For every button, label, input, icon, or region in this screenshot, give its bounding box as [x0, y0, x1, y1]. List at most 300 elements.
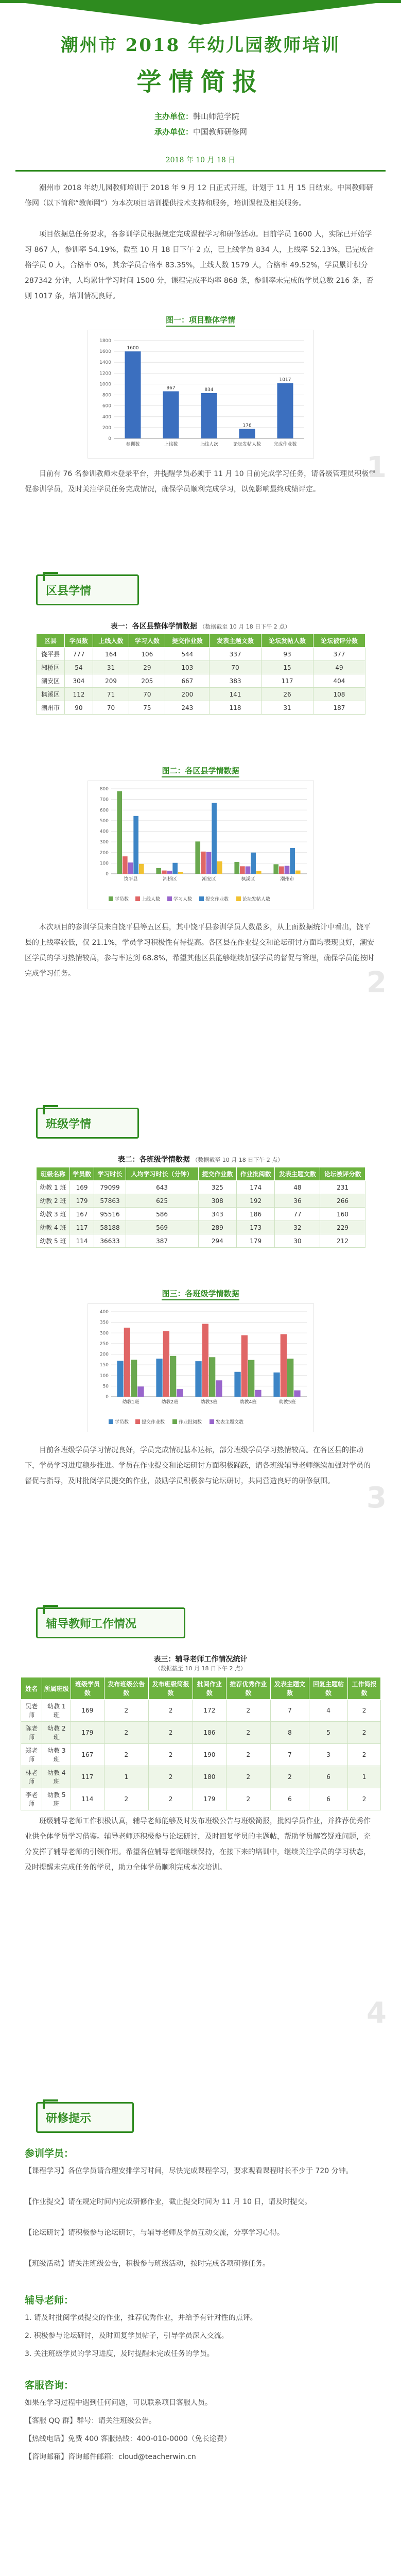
table-cell: 160: [320, 1208, 365, 1221]
table-cell: 幼教 2 班: [42, 1722, 71, 1744]
bar: [178, 872, 183, 874]
table-cell: 169: [71, 1700, 104, 1722]
table-cell: 586: [126, 1208, 198, 1221]
table-row: [21, 1766, 381, 1788]
header-rule: [15, 170, 386, 172]
table-cell: 70: [93, 701, 129, 715]
x-tick-label: 饶平县: [124, 877, 138, 882]
table-header-cell: 提交作业数: [198, 1167, 236, 1181]
bar: [177, 1389, 183, 1397]
table-cell: 71: [93, 688, 129, 701]
table-cell: 625: [126, 1194, 198, 1208]
y-tick-label: 200: [99, 850, 109, 856]
legend-label: 提交作业数: [205, 897, 229, 902]
table-cell: 2: [226, 1766, 270, 1788]
table-cell: 幼教 5 班: [42, 1788, 71, 1810]
table-cell: 2: [148, 1788, 193, 1810]
table-cell: 幼教 5 班: [37, 1234, 70, 1248]
table-cell: 70: [129, 688, 165, 701]
table-cell: 294: [198, 1234, 236, 1248]
section1-summary: 本次项目的参训学员来自饶平县等五区县，其中饶平县参训学员人数最多，从上面数据统计中看出，饶平县的上线率较低，仅 21.1%，学员学习积极性有待提高。各区县在作业提交和论坛研讨方面均表现良好，潮安区学员的学习热情较高，参与率达到 68.8%，希望其他区县能够继续加强学员的督促与管理，确保学员能按时完成学习任务。: [25, 923, 374, 978]
table-cell: 93: [261, 648, 313, 661]
table-cell: 117: [69, 1221, 94, 1234]
section2-summary: 目前各班级学员学习情况良好，学员完成情况基本达标，部分班级学员学习热情较高。在各区县的推动下，学员学习进度稳步推进。学员在作业提交和论坛研讨方面积极踊跃，请各班级辅导老师继续加强对学员的督促与指导，及时批阅学员提交的作业，鼓励学员积极参与论坛研讨，共同营造良好的研修氛围。: [25, 1446, 371, 1485]
table-cell: 4: [309, 1700, 348, 1722]
table-header-cell: 上线人数: [93, 634, 129, 648]
page-2: [0, 515, 401, 1030]
table-row: [21, 1788, 381, 1810]
y-tick-label: 400: [99, 1310, 109, 1315]
x-tick-label: 湘桥区: [163, 877, 177, 882]
table-header-cell: 发布班级简报数: [148, 1677, 193, 1700]
table-cell: 2: [270, 1766, 309, 1788]
y-tick-label: 600: [102, 403, 111, 409]
table-cell: 2: [148, 1700, 193, 1722]
bar: [133, 816, 138, 874]
chart3-box: [88, 1303, 314, 1432]
page-4: [0, 1546, 401, 2061]
table-cell: 36633: [94, 1234, 126, 1248]
table-header-cell: 发表主题文数: [210, 634, 261, 648]
table-header-cell: 论坛被评分数: [313, 634, 365, 648]
y-tick-label: 800: [99, 787, 109, 792]
table-cell: 5: [309, 1722, 348, 1744]
report-title: 潮州市 2018 年幼儿园教师培训: [60, 35, 341, 56]
table-cell: 173: [237, 1221, 275, 1234]
bar: [212, 803, 217, 874]
bar: [290, 848, 295, 874]
header-deco-icon: [43, 1105, 58, 1114]
y-tick-label: 150: [99, 1363, 109, 1368]
service-heading: 客服咨询：: [25, 2380, 74, 2391]
tutor-tip: 1. 请及时批阅学员提交的作业，推荐优秀作业，并给予有针对性的点评。: [25, 2314, 257, 2322]
table-cell: 186: [193, 1722, 226, 1744]
bar: [217, 861, 222, 874]
table-header-cell: 发表主题文数: [275, 1167, 320, 1181]
table-cell: 36: [275, 1194, 320, 1208]
legend-label: 论坛发帖人数: [242, 897, 271, 902]
table-cell: 1: [348, 1766, 381, 1788]
table-cell: 26: [261, 688, 313, 701]
bar: [202, 1324, 208, 1397]
learner-tip: 【课程学习】各位学员请合理安排学习时间，尽快完成课程学习，要求观看课程时长不少于 720 分钟。: [25, 2167, 353, 2175]
header-deco-icon: [43, 1605, 58, 1614]
bar: [201, 393, 217, 438]
table-header-cell: 推荐优秀作业数: [226, 1677, 270, 1700]
legend-label: 学员数: [115, 1420, 129, 1425]
table-cell: 179: [237, 1234, 275, 1248]
table-cell: 667: [165, 674, 210, 688]
table-row: [37, 661, 365, 674]
class-table: [36, 1167, 365, 1248]
learner-tip: 【班级活动】请关注班级公告，积极参与班级活动，按时完成各项研修任务。: [25, 2260, 270, 2268]
x-tick-label: 论坛发帖人数: [233, 442, 261, 447]
y-tick-label: 1600: [99, 349, 111, 355]
y-tick-label: 0: [108, 436, 111, 442]
table-header-cell: 姓名: [21, 1677, 42, 1700]
table-cell: 2: [148, 1744, 193, 1766]
bar: [170, 1356, 176, 1397]
legend-label: 学员数: [115, 897, 129, 902]
bar: [234, 1372, 240, 1397]
bar: [294, 1391, 300, 1397]
table-cell: 212: [320, 1234, 365, 1248]
table-header-cell: 作业批阅数: [237, 1167, 275, 1181]
table-header-cell: 所属班级: [42, 1677, 71, 1700]
service-line: 【客服 QQ 群】群号：请关注班级公告。: [25, 2417, 156, 2425]
table-header-cell: 提交作业数: [165, 634, 210, 648]
table-cell: 192: [237, 1194, 275, 1208]
y-tick-label: 0: [106, 872, 109, 877]
table-cell: 164: [93, 648, 129, 661]
table-cell: 205: [129, 674, 165, 688]
host-line: 主办单位：韩山师范学院: [154, 112, 240, 121]
legend-label: 学习人数: [173, 897, 193, 902]
bar: [248, 1360, 254, 1397]
table-cell: 190: [193, 1744, 226, 1766]
table-cell: 2: [348, 1722, 381, 1744]
chart1-box: [88, 330, 314, 459]
table-cell: 1: [104, 1766, 148, 1788]
table-cell: 90: [64, 701, 93, 715]
report-date: 2018 年 10 月 18 日: [165, 156, 236, 164]
page-number: 1: [367, 451, 387, 484]
y-tick-label: 200: [102, 425, 111, 431]
x-tick-label: 上线数: [164, 442, 178, 447]
learners-heading: 参训学员：: [25, 2148, 74, 2159]
bar: [295, 871, 301, 874]
table-cell: 377: [313, 648, 365, 661]
table-cell: 2: [148, 1722, 193, 1744]
table-header-cell: 批阅作业数: [193, 1677, 226, 1700]
page-number: 2: [367, 966, 387, 999]
y-tick-label: 800: [102, 393, 111, 398]
table-cell: 186: [237, 1208, 275, 1221]
table-cell: 2: [348, 1788, 381, 1810]
bar: [125, 351, 141, 438]
table-cell: 潮州市: [37, 701, 65, 715]
table-cell: 231: [320, 1181, 365, 1194]
data-label: 867: [166, 385, 176, 391]
x-tick-label: 幼教2班: [161, 1400, 179, 1405]
table-cell: 31: [261, 701, 313, 715]
legend-swatch: [236, 896, 241, 901]
report-subtitle: 学情简报: [136, 67, 265, 96]
table-cell: 112: [64, 688, 93, 701]
bar: [287, 1359, 293, 1397]
table-cell: 404: [313, 674, 365, 688]
tutor-tip: 2. 积极参与论坛研讨，及时回复学员帖子，引导学员深入交流。: [25, 2332, 229, 2340]
tutors-heading: 辅导老师：: [25, 2295, 74, 2306]
y-tick-label: 700: [99, 797, 109, 803]
service-line: 【咨询邮箱】咨询邮件邮箱：cloud@teacherwin.cn: [25, 2453, 196, 2461]
table-row: [21, 1744, 381, 1766]
bar: [195, 1361, 201, 1397]
bar: [137, 1386, 144, 1397]
table-row: [37, 701, 365, 715]
bar: [201, 852, 206, 874]
chart1-svg: [88, 330, 315, 459]
chart3-title: 图三：各班级学情数据: [0, 1288, 401, 1299]
table-cell: 2: [226, 1722, 270, 1744]
table-header-cell: 论坛被评分数: [320, 1167, 365, 1181]
table-cell: 325: [198, 1181, 236, 1194]
x-tick-label: 幼教1班: [122, 1400, 140, 1405]
table-header-cell: 工作简报数: [348, 1677, 381, 1700]
legend-label: 提交作业数: [142, 1420, 165, 1425]
table-cell: 6: [270, 1788, 309, 1810]
table-cell: 117: [71, 1766, 104, 1788]
bar: [246, 867, 251, 874]
table-header-cell: 发布班级公告数: [104, 1677, 148, 1700]
chart3-svg: [88, 1304, 315, 1433]
bar: [240, 866, 245, 874]
table-header-cell: 班级学员数: [71, 1677, 104, 1700]
table-cell: 15: [261, 661, 313, 674]
y-tick-label: 1400: [99, 360, 111, 366]
table-cell: 6: [309, 1766, 348, 1788]
table-row: [37, 1181, 365, 1194]
bar: [256, 871, 261, 874]
table-cell: 114: [69, 1234, 94, 1248]
table-header-row: [37, 1167, 365, 1181]
bar: [156, 868, 161, 874]
y-tick-label: 50: [102, 1384, 109, 1389]
table-row: [37, 1194, 365, 1208]
table-cell: 569: [126, 1221, 198, 1234]
table-cell: 179: [193, 1788, 226, 1810]
table-cell: 77: [275, 1208, 320, 1221]
chart2-box: [88, 781, 314, 909]
table-header-row: [37, 634, 365, 648]
table-cell: 180: [193, 1766, 226, 1788]
bar: [273, 864, 278, 874]
data-label: 176: [242, 423, 252, 429]
table-cell: 229: [320, 1221, 365, 1234]
page-3: [0, 1030, 401, 1546]
bar: [234, 862, 239, 874]
table-cell: 167: [71, 1744, 104, 1766]
table-cell: 777: [64, 648, 93, 661]
legend-swatch: [135, 896, 140, 901]
table-cell: 8: [270, 1722, 309, 1744]
table-cell: 343: [198, 1208, 236, 1221]
bar: [209, 1357, 215, 1397]
top-decoration: [0, 0, 401, 25]
table-cell: 幼教 4 班: [42, 1766, 71, 1788]
table-header-cell: 学习时长: [94, 1167, 126, 1181]
table-cell: 544: [165, 648, 210, 661]
table-cell: 106: [129, 648, 165, 661]
table-cell: 49: [313, 661, 365, 674]
x-tick-label: 幼教5班: [278, 1400, 296, 1405]
y-tick-label: 300: [99, 1331, 109, 1336]
bar: [195, 841, 200, 874]
table-cell: 2: [226, 1744, 270, 1766]
table-cell: 枫溪区: [37, 688, 65, 701]
table-cell: 387: [126, 1234, 198, 1248]
table-cell: 2: [348, 1744, 381, 1766]
table-header-cell: 回复主题帖数: [309, 1677, 348, 1700]
bar: [279, 867, 284, 874]
legend-swatch: [135, 1419, 140, 1424]
section-header-class: 班级学情: [36, 1108, 139, 1139]
bar: [163, 391, 179, 438]
legend-label: 上线人数: [142, 897, 161, 902]
legend-swatch: [199, 896, 204, 901]
page1-closing-paragraph: 目前有 76 名参训教师未登录平台，并提醒学员必须于 11 月 10 日前完成学习任务，请各级管理员积极督促参训学员，及时关注学员任务完成情况，确保学员顺利完成学习，以免影响最终成绩评定。: [25, 470, 376, 494]
table-cell: 304: [64, 674, 93, 688]
y-tick-label: 400: [99, 829, 109, 835]
legend-swatch: [109, 896, 113, 901]
table-cell: 2: [104, 1722, 148, 1744]
section-header-tips: 研修提示: [36, 2102, 134, 2133]
table-cell: 2: [348, 1700, 381, 1722]
learner-tip: 【作业提交】请在规定时间内完成研修作业，截止提交时间为 11 月 10 日，请及时提交。: [25, 2198, 312, 2206]
legend-swatch: [167, 896, 172, 901]
y-tick-label: 1000: [99, 382, 111, 387]
table-cell: 陈老师: [21, 1722, 42, 1744]
table-row: [37, 1208, 365, 1221]
y-tick-label: 400: [102, 414, 111, 420]
table-cell: 209: [93, 674, 129, 688]
bar: [206, 852, 212, 874]
y-tick-label: 350: [99, 1320, 109, 1326]
y-tick-label: 100: [99, 1373, 109, 1379]
legend-swatch: [109, 1419, 113, 1424]
bar: [123, 856, 128, 874]
header-deco-icon: [43, 572, 58, 581]
table-cell: 7: [270, 1744, 309, 1766]
x-tick-label: 枫溪区: [241, 877, 255, 882]
service-line: 如果在学习过程中遇到任何问题，可以联系项目客服人员。: [25, 2399, 212, 2407]
table-cell: 幼教 1 班: [37, 1181, 70, 1194]
y-tick-label: 600: [99, 808, 109, 814]
table-cell: 308: [198, 1194, 236, 1208]
table-cell: 29: [129, 661, 165, 674]
x-tick-label: 潮州市: [280, 877, 294, 882]
page-5: [0, 2061, 401, 2576]
x-tick-label: 幼教3班: [200, 1400, 218, 1405]
table-cell: 3: [309, 1744, 348, 1766]
bar: [162, 871, 167, 874]
bar: [285, 866, 290, 874]
legend-swatch: [172, 1419, 177, 1424]
table-cell: 6: [309, 1788, 348, 1810]
legend-swatch: [210, 1419, 214, 1424]
page-number: 3: [367, 1481, 387, 1515]
y-tick-label: 1800: [99, 338, 111, 344]
header-deco-icon: [43, 2099, 58, 2109]
page-1: [0, 0, 401, 515]
chart2-title: 图二：各区县学情数据: [0, 765, 401, 776]
bar: [277, 383, 293, 438]
table-cell: 幼教 3 班: [42, 1744, 71, 1766]
table-row: [21, 1722, 381, 1744]
table-cell: 643: [126, 1181, 198, 1194]
table-cell: 118: [210, 701, 261, 715]
table-cell: 79099: [94, 1181, 126, 1194]
table-cell: 2: [226, 1700, 270, 1722]
org-line: 承办单位：中国教师研修网: [154, 127, 248, 137]
intro-paragraph-1: 潮州市 2018 年幼儿园教师培训于 2018 年 9 月 12 日正式开班，计划于 11 月 15 日结束。中国教师研修网（以下简称“教师网”）为本次项目培训提供技术支持和服务，培训课程及相关服务。: [25, 184, 374, 208]
table-cell: 幼教 1 班: [42, 1700, 71, 1722]
chart1-title: 图一：项目整体学情: [0, 314, 401, 325]
chart2-svg: [88, 781, 315, 910]
table-cell: 幼教 3 班: [37, 1208, 70, 1221]
table-cell: 郑老师: [21, 1744, 42, 1766]
x-tick-label: 完成作业数: [273, 442, 297, 447]
table-cell: 243: [165, 701, 210, 715]
y-tick-label: 0: [106, 1395, 109, 1400]
table-header-cell: 人均学习时长（分钟）: [126, 1167, 198, 1181]
table-cell: 200: [165, 688, 210, 701]
table-header-cell: 论坛发帖人数: [261, 634, 313, 648]
table-cell: 266: [320, 1194, 365, 1208]
table-cell: 57863: [94, 1194, 126, 1208]
table-cell: 141: [210, 688, 261, 701]
table-cell: 32: [275, 1221, 320, 1234]
table-header-cell: 区县: [37, 634, 65, 648]
legend-label: 发表主题文数: [216, 1420, 244, 1425]
x-tick-label: 幼教4班: [239, 1400, 257, 1405]
table-cell: 58188: [94, 1221, 126, 1234]
table-header-cell: 学习人数: [129, 634, 165, 648]
table-cell: 李老师: [21, 1788, 42, 1810]
bar: [117, 791, 122, 874]
table-cell: 169: [69, 1181, 94, 1194]
table-cell: 117: [261, 674, 313, 688]
page-number: 4: [367, 1996, 387, 2030]
table-cell: 289: [198, 1221, 236, 1234]
table-cell: 114: [71, 1788, 104, 1810]
table-cell: 7: [270, 1700, 309, 1722]
table-header-cell: 学员数: [69, 1167, 94, 1181]
table-header-cell: 学员数: [64, 634, 93, 648]
bar: [255, 1390, 261, 1397]
bar: [239, 429, 255, 438]
bar: [131, 1360, 137, 1397]
table-cell: 潮安区: [37, 674, 65, 688]
table-cell: 31: [93, 661, 129, 674]
intro-paragraph-2: 项目依据总任务要求，各参训学员根据规定完成课程学习和研修活动。目前学员 1600 人，实际已开始学习 867 人，参训率 54.19%，截至 10 月 18 日下午 2 点，已上线学员 834 人，上线率 52.13%，已完成合格学员 0 人，合格率 0%，其余学员合格率 83.35%，上线人数 1579 人，合格率 49.52%，学员累计积分 287342 分钟，人均累计学习时间 1500 分，课程完成平均率 868 条，参训率未完成的学员总数 216 条，否则 1017 条，培训情况良好。: [25, 230, 374, 300]
table-cell: 75: [129, 701, 165, 715]
legend-label: 作业批阅数: [179, 1420, 202, 1425]
x-tick-label: 参训数: [126, 442, 140, 447]
district-table: [36, 634, 365, 715]
table-cell: 幼教 2 班: [37, 1194, 70, 1208]
table-cell: 2: [148, 1766, 193, 1788]
table-row: [21, 1700, 381, 1722]
tutor-tip: 3. 关注班级学员的学习进度，及时提醒未完成任务的学员。: [25, 2350, 214, 2358]
table-cell: 2: [104, 1788, 148, 1810]
table-row: [37, 1221, 365, 1234]
bar: [281, 1334, 287, 1397]
x-tick-label: 上线人次: [199, 442, 219, 447]
table-cell: 70: [210, 661, 261, 674]
table-cell: 174: [237, 1181, 275, 1194]
table-header-cell: 发表主题文数: [270, 1677, 309, 1700]
bar: [128, 862, 133, 874]
bar: [163, 1331, 169, 1397]
bar: [139, 864, 144, 874]
bar: [117, 1361, 123, 1397]
section-header-tutor: 辅导教师工作情况: [36, 1607, 185, 1638]
table3-title: 表三：辅导老师工作情况统计 （数据截至 10 月 18 日下午 2 点）: [153, 1655, 248, 1672]
bar: [241, 1335, 248, 1397]
bar: [124, 1328, 130, 1397]
y-tick-label: 500: [99, 818, 109, 824]
